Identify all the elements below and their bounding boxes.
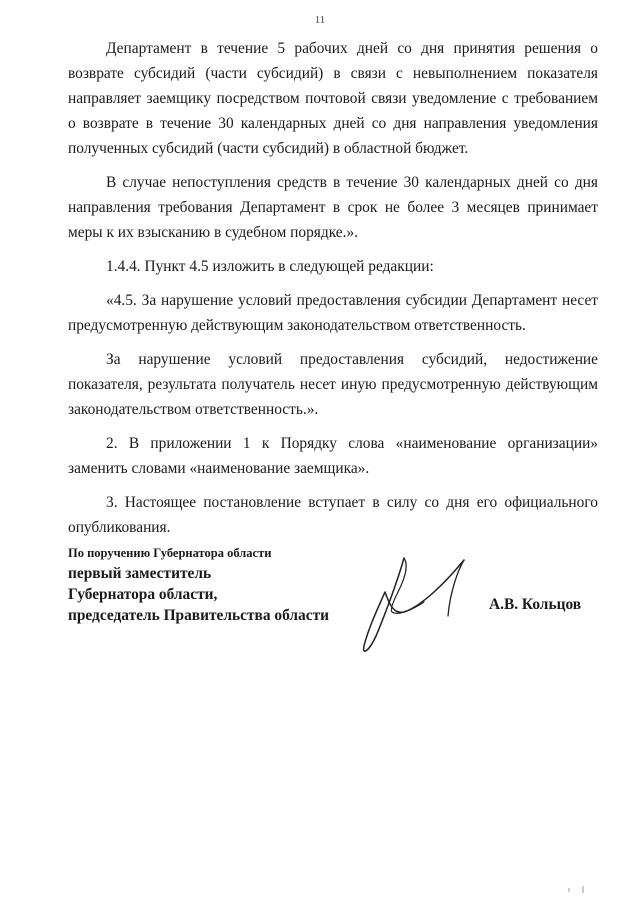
paragraph-court-recovery: В случае непоступления средств в течение 30 календарных дней со дня направления требования Департамент в срок не более 3 месяцев принимает меры к их взысканию в судебном порядке.». bbox=[68, 174, 598, 241]
paragraph-liability: За нарушение условий предоставления субсидий, недостижение показателя, результата получатель несет иную предусмотренную действующим законодательством ответственность.». bbox=[68, 351, 598, 418]
signatory-name: А.В. Кольцов bbox=[489, 596, 582, 613]
page-number: 11 bbox=[314, 14, 326, 26]
scan-corner-marks bbox=[566, 880, 592, 894]
signatory-position-line-2: Губернатора области, bbox=[68, 586, 218, 603]
paragraph-appendix-change: 2. В приложении 1 к Порядку слова «наименование организации» заменить словами «наименование заемщика». bbox=[68, 435, 598, 477]
signatory-authority-line: По поручению Губернатора области bbox=[68, 546, 272, 560]
paragraph-clause-4-5: «4.5. За нарушение условий предоставления субсидии Департамент несет предусмотренную действующим законодательством ответственность. bbox=[68, 292, 598, 334]
signatory-position-line-3: председатель Правительства области bbox=[68, 607, 329, 624]
paragraph-effective-date: 3. Настоящее постановление вступает в силу со дня его официального опубликования. bbox=[68, 494, 598, 536]
handwritten-signature bbox=[352, 552, 480, 662]
document-body bbox=[68, 36, 598, 549]
paragraph-refund-notice: Департамент в течение 5 рабочих дней со дня принятия решения о возврате субсидий (части субсидий) в связи с невыполнением показателя направляет заемщику посредством почтовой связи уведомление с требованием о возврате в течение 30 календарных дней со дня направления уведомления полученных субсидий (части субсидий) в областной бюджет. bbox=[68, 40, 598, 157]
paragraph-clause-1-4-4: 1.4.4. Пункт 4.5 изложить в следующей редакции: bbox=[106, 258, 434, 275]
signatory-title-block bbox=[68, 543, 368, 626]
signatory-position-line-1: первый заместитель bbox=[68, 565, 212, 582]
